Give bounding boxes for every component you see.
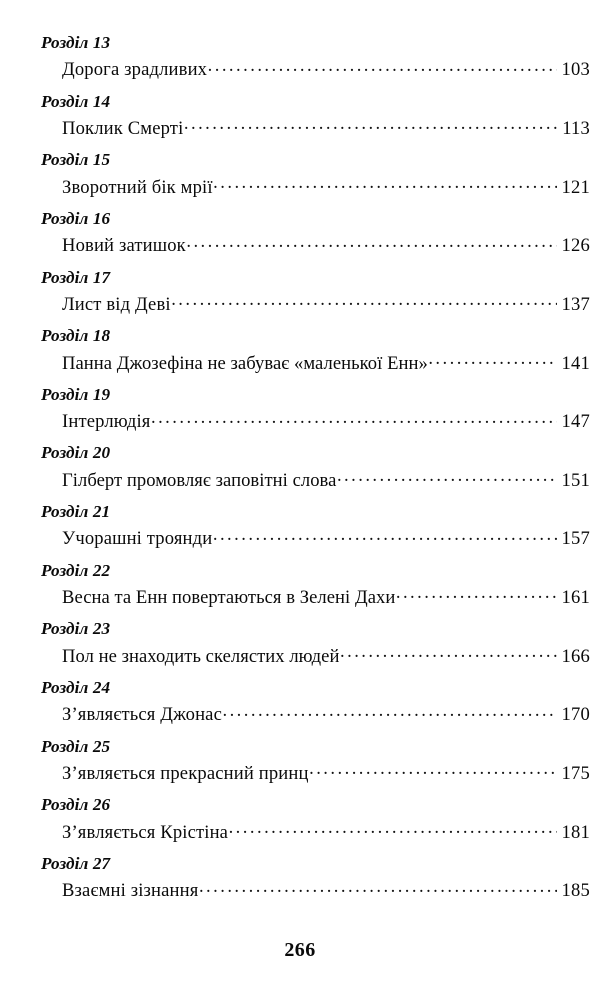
chapter-title: Весна та Енн повертаються в Зелені Дахи <box>62 587 396 609</box>
toc-entry-line[interactable] <box>62 115 590 139</box>
chapter-label: Розділ 16 <box>41 208 111 228</box>
dot-leader <box>208 57 557 76</box>
chapter-page-number: 141 <box>561 352 590 374</box>
toc-entry-line[interactable] <box>62 350 590 374</box>
chapter-title: Гілберт промовляє заповітні слова <box>62 469 337 491</box>
chapter-title: Новий затишок <box>62 235 186 257</box>
toc-entry[interactable] <box>36 502 590 550</box>
chapter-page-number: 151 <box>561 469 590 491</box>
chapter-title: З’являється Крістіна <box>62 821 229 843</box>
toc-entry-line[interactable] <box>62 57 590 81</box>
chapter-page-number: 175 <box>561 762 590 784</box>
toc-entry-line[interactable] <box>62 584 590 608</box>
chapter-title: З’являється прекрасний принц <box>62 762 309 784</box>
toc-entry[interactable] <box>36 267 590 315</box>
chapter-label: Розділ 18 <box>41 326 111 346</box>
toc-list <box>36 33 590 902</box>
chapter-title: Дорога зрадливих <box>62 59 208 81</box>
dot-leader <box>337 467 557 486</box>
chapter-title: Панна Джозефіна не забуває «маленької Енн» <box>62 352 428 374</box>
toc-entry-line[interactable] <box>62 409 590 433</box>
chapter-page-number: 166 <box>561 645 590 667</box>
chapter-label: Розділ 20 <box>41 443 111 463</box>
chapter-page-number: 157 <box>561 528 590 550</box>
chapter-label: Розділ 21 <box>41 502 111 522</box>
toc-entry[interactable] <box>36 853 590 902</box>
dot-leader <box>213 526 557 545</box>
chapter-label: Розділ 26 <box>41 795 111 815</box>
toc-entry[interactable] <box>36 208 590 257</box>
chapter-title: Учорашні троянди <box>62 528 213 550</box>
chapter-page-number: 147 <box>561 411 590 433</box>
dot-leader <box>171 291 556 310</box>
chapter-label: Розділ 23 <box>41 619 111 639</box>
chapter-label: Розділ 25 <box>41 736 111 756</box>
toc-entry[interactable] <box>36 560 590 609</box>
dot-leader <box>229 819 557 838</box>
dot-leader <box>213 174 556 193</box>
chapter-label: Розділ 22 <box>41 560 111 580</box>
toc-entry[interactable] <box>36 150 590 198</box>
chapter-page-number: 181 <box>561 821 590 843</box>
toc-entry[interactable] <box>36 384 590 433</box>
chapter-page-number: 161 <box>561 587 590 609</box>
toc-entry[interactable] <box>36 443 590 491</box>
toc-entry[interactable] <box>36 736 590 784</box>
chapter-label: Розділ 13 <box>41 33 111 52</box>
dot-leader <box>151 409 557 428</box>
chapter-page-number: 113 <box>562 117 590 139</box>
chapter-page-number: 126 <box>561 235 590 257</box>
toc-entry-line[interactable] <box>62 760 590 784</box>
toc-entry[interactable] <box>36 795 590 843</box>
dot-leader <box>186 233 556 252</box>
toc-entry-line[interactable] <box>62 174 590 198</box>
chapter-page-number: 137 <box>561 293 590 315</box>
chapter-label: Розділ 15 <box>41 150 111 170</box>
toc-entry-line[interactable] <box>62 233 590 257</box>
chapter-title: З’являється Джонас <box>62 704 222 726</box>
toc-entry-line[interactable] <box>62 467 590 491</box>
chapter-title: Інтерлюдія <box>62 411 151 433</box>
chapter-page-number: 121 <box>561 176 590 198</box>
chapter-page-number: 170 <box>561 704 590 726</box>
toc-entry[interactable] <box>36 326 590 374</box>
toc-entry-line[interactable] <box>62 819 590 843</box>
chapter-label: Розділ 19 <box>41 384 111 404</box>
page-folio-number: 266 <box>284 939 316 961</box>
dot-leader <box>309 760 556 779</box>
toc-entry[interactable] <box>36 619 590 667</box>
chapter-title: Зворотний бік мрії <box>62 176 213 198</box>
chapter-label: Розділ 27 <box>41 853 111 873</box>
chapter-label: Розділ 14 <box>41 91 111 111</box>
toc-entry[interactable] <box>36 91 590 139</box>
toc-entry-line[interactable] <box>62 526 590 550</box>
toc-entry-line[interactable] <box>62 702 590 726</box>
dot-leader <box>340 643 557 662</box>
dot-leader <box>428 350 556 369</box>
toc-entry[interactable] <box>36 33 590 81</box>
toc-entry-line[interactable] <box>62 291 590 315</box>
dot-leader <box>184 115 557 134</box>
chapter-title: Поклик Смерті <box>62 117 184 139</box>
chapter-title: Лист від Деві <box>62 293 171 315</box>
toc-entry[interactable] <box>36 678 590 726</box>
toc-entry-line[interactable] <box>62 643 590 667</box>
chapter-title: Пол не знаходить скелястих людей <box>62 645 340 667</box>
toc-entry-line[interactable] <box>62 878 590 902</box>
dot-leader <box>199 878 557 897</box>
dot-leader <box>396 584 557 603</box>
chapter-label: Розділ 17 <box>41 267 111 287</box>
chapter-page-number: 103 <box>561 59 590 81</box>
dot-leader <box>222 702 556 721</box>
chapter-page-number: 185 <box>561 880 590 902</box>
chapter-title: Взаємні зізнання <box>62 880 199 902</box>
chapter-label: Розділ 24 <box>41 678 111 698</box>
